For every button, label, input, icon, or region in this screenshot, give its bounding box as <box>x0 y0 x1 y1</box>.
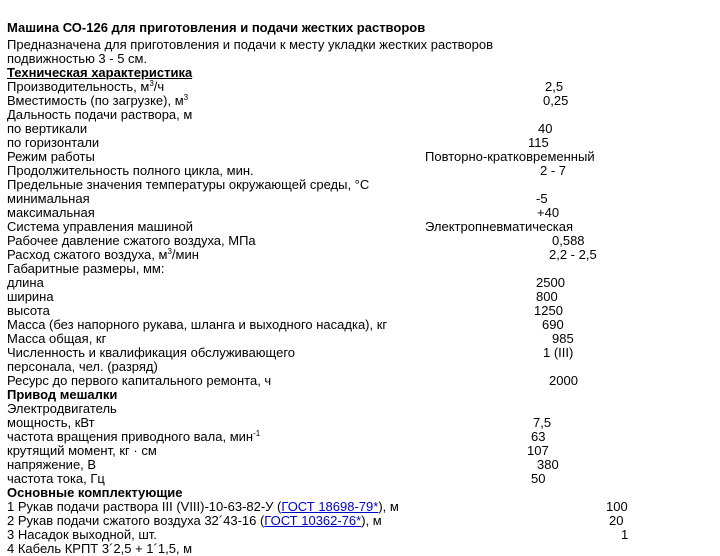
rotation-speed-value: 63 <box>531 429 546 444</box>
frequency-label: частота тока, Гц <box>7 471 105 486</box>
document-title: Машина СО-126 для приготовления и подачи жестких растворов <box>7 20 426 35</box>
torque-label: крутящий момент, кг · см <box>7 443 157 458</box>
width-label: ширина <box>7 289 54 304</box>
component-1: 1 Рукав подачи раствора III (VIII)-10-63-82-У (ГОСТ 18698-79*), м <box>7 499 399 514</box>
dimensions-heading: Габаритные размеры, мм: <box>7 261 165 276</box>
rotation-speed-label: частота вращения приводного вала, мин$^{-1}$ <box>7 429 261 444</box>
horizontal-label: по горизонтали <box>7 135 100 150</box>
air-pressure-value: 0,588 <box>552 233 585 248</box>
height-value: 1250 <box>534 303 563 318</box>
component-2-value: 20 <box>609 513 624 528</box>
resource-label: Ресурс до первого капитального ремонта, ч <box>7 373 272 388</box>
voltage-label: напряжение, В <box>7 457 97 472</box>
gost-18698-link[interactable]: ГОСТ 18698-79* <box>281 499 379 514</box>
staff-label-line-2: персонала, чел. (разряд) <box>7 359 158 374</box>
tech-characteristics-heading: Техническая характеристика <box>7 65 193 80</box>
cycle-duration-value: 2 - 7 <box>540 163 567 178</box>
control-system-value: Электропневматическая <box>425 219 574 234</box>
air-flow-label: Расход сжатого воздуха, $м^3$/мин <box>7 247 199 262</box>
productivity-label: Производительность, $м^3/ч$ <box>7 79 165 94</box>
temp-max-value: +40 <box>537 205 560 220</box>
air-pressure-label: Рабочее давление сжатого воздуха, МПа <box>7 233 256 248</box>
temp-min-value: -5 <box>536 191 548 206</box>
purpose-text-line-2: подвижностью 3 - 5 см. <box>7 51 148 66</box>
mass-without-hose-label: Масса (без напорного рукава, шланга и выходного насадка), кг <box>7 317 388 332</box>
temperature-heading: Предельные значения температуры окружающей среды, °С <box>7 177 370 192</box>
length-label: длина <box>7 275 44 290</box>
mass-without-hose-value: 690 <box>542 317 564 332</box>
air-flow-value: 2,2 - 2,5 <box>549 247 597 262</box>
operating-mode-label: Режим работы <box>7 149 95 164</box>
electric-motor-heading: Электродвигатель <box>7 401 117 416</box>
capacity-label: Вместимость (по загрузке), $м^3$ <box>7 93 189 108</box>
staff-label-line-1: Численность и квалификация обслуживающего <box>7 345 296 360</box>
temp-min-label: минимальная <box>7 191 90 206</box>
width-value: 800 <box>536 289 558 304</box>
power-value: 7,5 <box>533 415 552 430</box>
control-system-label: Система управления машиной <box>7 219 194 234</box>
capacity-value: 0,25 <box>543 93 569 108</box>
gost-10362-link[interactable]: ГОСТ 10362-76* <box>264 513 362 528</box>
component-1-value: 100 <box>606 499 628 514</box>
power-label: мощность, кВт <box>7 415 95 430</box>
resource-value: 2000 <box>549 373 578 388</box>
component-2: 2 Рукав подачи сжатого воздуха 32´43-16 (ГОСТ 10362-76*), м <box>7 513 382 528</box>
mixer-drive-heading: Привод мешалки <box>7 387 118 402</box>
component-4-label: 4 Кабель КРПТ 3´2,5 + 1´1,5, м <box>7 541 193 556</box>
component-3-value: 1 <box>621 527 629 542</box>
horizontal-value: 115 <box>528 135 549 150</box>
vertical-value: 40 <box>538 121 553 136</box>
voltage-value: 380 <box>537 457 559 472</box>
vertical-label: по вертикали <box>7 121 88 136</box>
temp-max-label: максимальная <box>7 205 95 220</box>
productivity-value: 2,5 <box>545 79 564 94</box>
total-mass-label: Масса общая, кг <box>7 331 107 346</box>
torque-value: 107 <box>527 443 549 458</box>
components-heading: Основные комплектующие <box>7 485 183 500</box>
total-mass-value: 985 <box>552 331 574 346</box>
component-3-label: 3 Насадок выходной, шт. <box>7 527 157 542</box>
height-label: высота <box>7 303 50 318</box>
purpose-text-line-1: Предназначена для приготовления и подачи к месту укладки жестких растворов <box>7 37 494 52</box>
staff-value: 1 (III) <box>543 345 574 360</box>
frequency-value: 50 <box>531 471 546 486</box>
operating-mode-value: Повторно-кратковременный <box>425 149 595 164</box>
delivery-distance-heading: Дальность подачи раствора, м <box>7 107 193 122</box>
length-value: 2500 <box>536 275 565 290</box>
cycle-duration-label: Продолжительность полного цикла, мин. <box>7 163 254 178</box>
